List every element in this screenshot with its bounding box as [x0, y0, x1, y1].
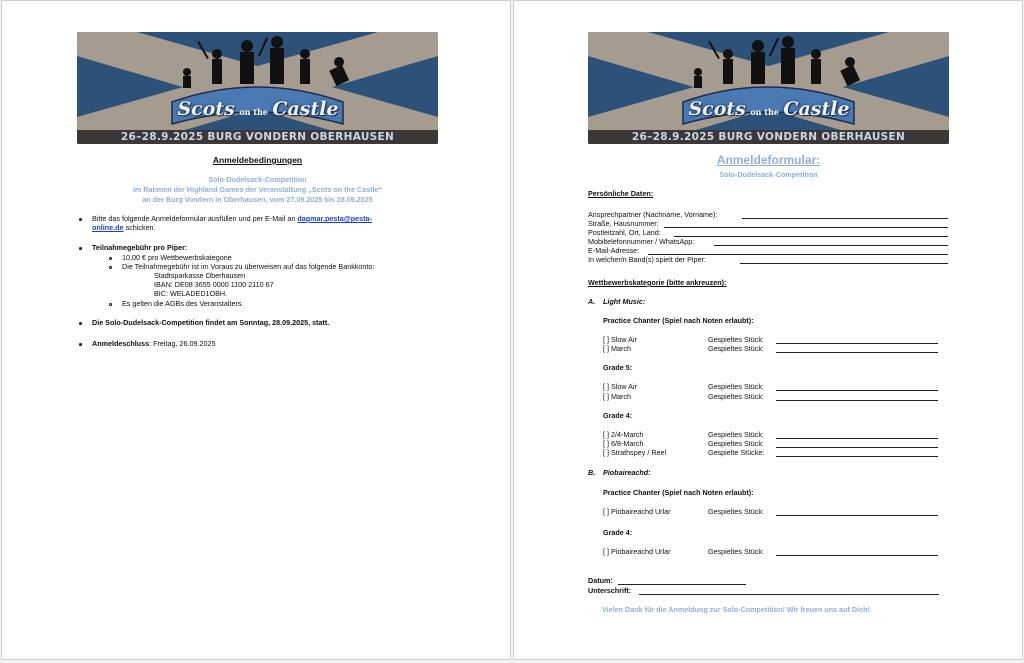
- checkbox-pc-slow-air[interactable]: [ ] Slow Air: [603, 335, 637, 344]
- page-title: Anmeldebedingungen: [212, 155, 303, 165]
- section-b-letter: B.: [588, 468, 596, 477]
- played-label: Gespieltes Stück:: [708, 547, 764, 556]
- section-a-title: Light Music:: [603, 297, 646, 306]
- checkbox-g5-slow-air[interactable]: [ ] Slow Air: [603, 382, 637, 391]
- logo-word-scots: Scots: [177, 98, 235, 120]
- field-label-city: Postleitzahl, Ort, Land:: [588, 228, 661, 237]
- deadline: [92, 339, 215, 348]
- signature-label: Unterschrift:: [588, 586, 632, 595]
- field-input-band[interactable]: [740, 263, 948, 264]
- banner-saltire-graphic: [588, 32, 949, 144]
- subtitle-line-1: Solo-Dudelsack-Competition: [208, 175, 307, 184]
- signature-input[interactable]: [639, 594, 939, 595]
- played-label: Gespieltes Stück:: [708, 392, 764, 401]
- instruction-label: Bitte das folgende Anmeldeformular ausfüllen und per E-Mail an: [92, 214, 296, 223]
- instruction-text-cont: [92, 223, 156, 232]
- grade4-heading: Grade 4:: [603, 411, 633, 420]
- field-label-band: In welcher/n Band(s) spielt der Piper:: [588, 255, 706, 264]
- event-logo: [684, 92, 854, 126]
- played-label: Gespieltes Stück:: [708, 507, 764, 516]
- checkbox-pc-urlar[interactable]: [ ] Piobaireachd Urlar: [603, 507, 671, 516]
- sub-bullet: [109, 303, 112, 306]
- banner-date: 26–28.9.2025 BURG VONDERN OBERHAUSEN: [588, 130, 949, 144]
- date-label: Datum:: [588, 576, 613, 585]
- field-label-contact: Ansprechpartner (Nachname, Vorname):: [588, 210, 718, 219]
- thanks-note: Vielen Dank für die Anmeldung zur Solo-Competition! Wir freuen uns auf Dich!: [602, 605, 870, 614]
- bank-bic: BIC: WELADED1OBH.: [154, 289, 228, 298]
- deadline-label: Anmeldeschluss: [92, 339, 150, 348]
- field-input-phone[interactable]: [714, 245, 948, 246]
- field-label-phone: Mobiltelefonnummer / WhatsApp:: [588, 237, 695, 246]
- checkbox-g4-urlar[interactable]: [ ] Piobaireachd Urlar: [603, 547, 671, 556]
- personal-data-heading: Persönliche Daten:: [588, 189, 654, 198]
- agb-note: Es gelten die AGBs des Veranstalters.: [122, 299, 244, 308]
- event-logo: [173, 92, 343, 126]
- bank-iban: IBAN: DE08 3655 0000 1100 2110 67: [154, 280, 274, 289]
- field-input-street[interactable]: [664, 227, 948, 228]
- section-b-title: Piobaireachd:: [603, 468, 651, 477]
- played-input[interactable]: [776, 515, 938, 516]
- field-input-city[interactable]: [674, 236, 948, 237]
- played-input[interactable]: [776, 352, 938, 353]
- bullet-dot: [79, 218, 82, 221]
- subtitle-line-3: an der Burg Vondern in Oberhausen, vom 27.09.2025 bis 28.09.2025: [142, 195, 373, 204]
- logo-word-castle: Castle: [272, 98, 339, 120]
- practice-chanter-a: Practice Chanter (Spiel nach Noten erlaubt):: [603, 316, 754, 325]
- played-label: Gespieltes Stück:: [708, 439, 764, 448]
- instruction-tail: schicken.: [125, 223, 156, 232]
- competition-date: Die Solo-Dudelsack-Competition findet am Sonntag, 28.09.2025, statt.: [92, 318, 330, 327]
- logo-word-onthe: on the: [239, 107, 268, 117]
- grade5-heading: Grade 5:: [603, 363, 633, 372]
- bullet-dot: [79, 343, 82, 346]
- event-banner: [77, 32, 438, 144]
- played-input[interactable]: [776, 447, 938, 448]
- played-label: Gespieltes Stück:: [708, 335, 764, 344]
- practice-chanter-b: Practice Chanter (Spiel nach Noten erlaubt):: [603, 488, 754, 497]
- sub-bullet: [109, 257, 112, 260]
- bank-name: Stadtsparkasse Oberhausen: [154, 271, 246, 280]
- checkbox-g4-68-march[interactable]: [ ] 6/8-March: [603, 439, 644, 448]
- bullet-dot: [79, 322, 82, 325]
- banner-saltire-graphic: [77, 32, 438, 144]
- played-input[interactable]: [776, 456, 938, 457]
- page-conditions: [1, 0, 511, 660]
- played-label: Gespieltes Stück:: [708, 382, 764, 391]
- fee-amount: 10,00 € pro Wettbewerbskategorie: [122, 253, 232, 262]
- played-input[interactable]: [776, 343, 938, 344]
- date-input[interactable]: [618, 584, 746, 585]
- subtitle-line-2: im Rahmen der Highland Games der Veranstaltung „Scots on the Castle“: [132, 185, 383, 194]
- email-link[interactable]: dagmar.pesta@pesta-: [297, 214, 372, 223]
- transfer-note: Die Teilnahmegebühr ist im Voraus zu überweisen auf das folgende Bankkonto:: [122, 262, 375, 271]
- checkbox-pc-march[interactable]: [ ] March: [603, 344, 631, 353]
- logo-word-onthe: on the: [750, 107, 779, 117]
- field-label-email: E-Mail-Adresse:: [588, 246, 640, 255]
- sub-bullet: [109, 266, 112, 269]
- checkbox-g4-24-march[interactable]: [ ] 2/4-March: [603, 430, 644, 439]
- logo-word-scots: Scots: [688, 98, 746, 120]
- played-label: Gespieltes Stück:: [708, 344, 764, 353]
- category-heading: Wettbewerbskategorie (bitte ankreuzen):: [588, 278, 727, 287]
- played-input[interactable]: [776, 400, 938, 401]
- email-link-cont[interactable]: online.de: [92, 223, 124, 232]
- played-label: Gespieltes Stück:: [708, 430, 764, 439]
- field-label-street: Straße, Hausnummer:: [588, 219, 659, 228]
- section-a-letter: A.: [588, 297, 596, 306]
- grade4-b-heading: Grade 4:: [603, 528, 633, 537]
- banner-date: 26–28.9.2025 BURG VONDERN OBERHAUSEN: [77, 130, 438, 144]
- bullet-dot: [79, 247, 82, 250]
- logo-word-castle: Castle: [783, 98, 850, 120]
- form-title: Anmeldeformular:: [716, 153, 821, 167]
- checkbox-g5-march[interactable]: [ ] March: [603, 392, 631, 401]
- form-subtitle: Solo-Dudelsack-Competition: [719, 170, 818, 179]
- played-pl-label: Gespielte Stücke:: [708, 448, 765, 457]
- played-input[interactable]: [776, 390, 938, 391]
- played-input[interactable]: [776, 438, 938, 439]
- instruction-text: [92, 214, 372, 223]
- deadline-value: : Freitag, 26.09.2025: [149, 339, 216, 348]
- event-banner: [588, 32, 949, 144]
- page-form: [513, 0, 1023, 660]
- fee-heading: Teilnahmegebühr pro Piper:: [92, 243, 188, 252]
- checkbox-g4-strathspey[interactable]: [ ] Strathspey / Reel: [603, 448, 667, 457]
- played-input[interactable]: [776, 555, 938, 556]
- field-input-contact[interactable]: [742, 218, 948, 219]
